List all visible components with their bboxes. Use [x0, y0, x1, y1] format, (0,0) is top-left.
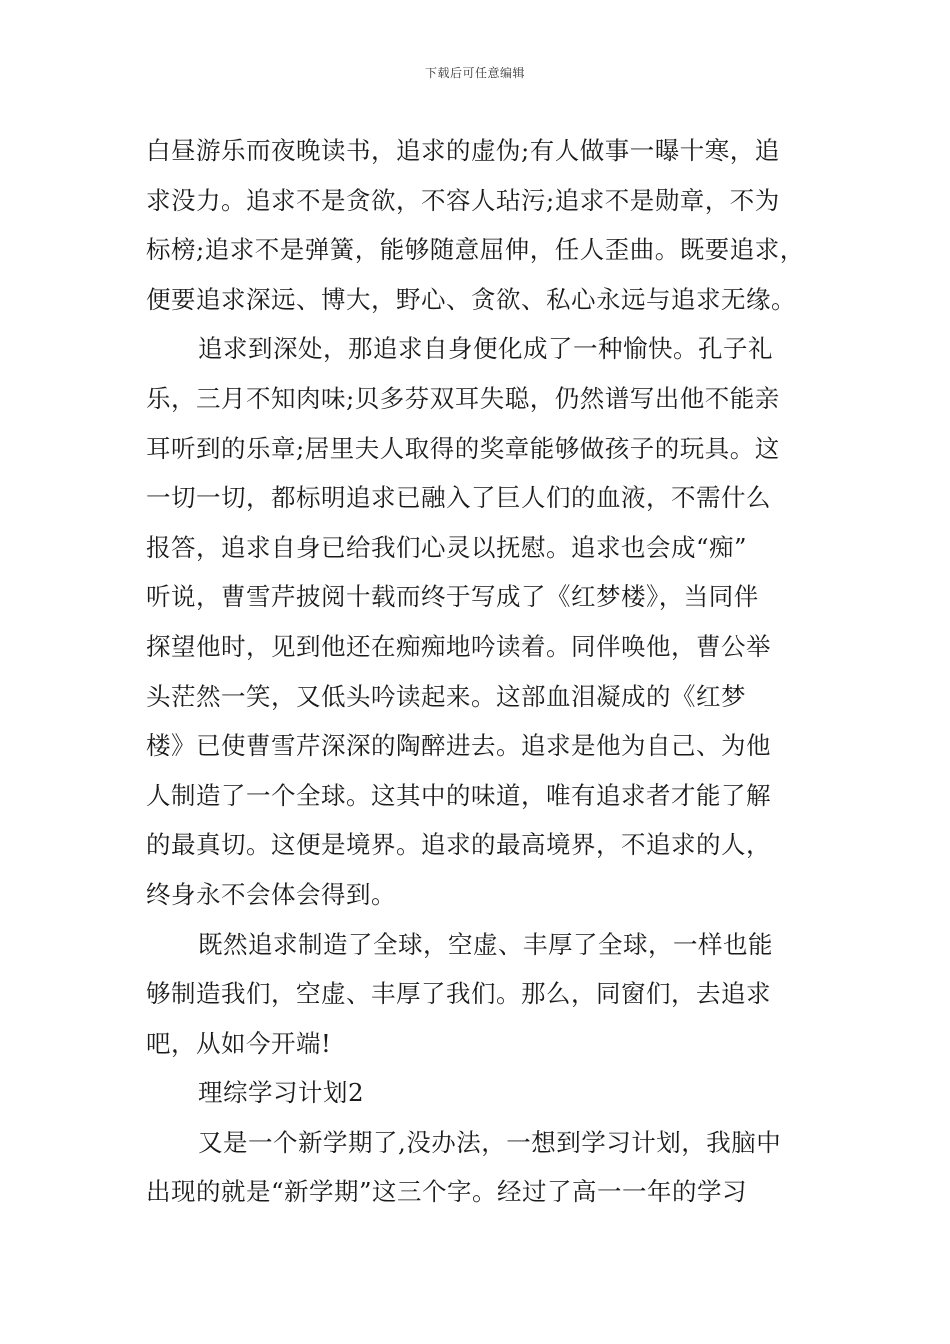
text-line: 终身永不会体会得到。 — [146, 879, 396, 909]
text-line: 追求到深处，那追求自身便化成了一种愉快。孔子礼 — [198, 334, 773, 364]
text-line: 求没力。追求不是贪欲，不容人玷污;追求不是勋章，不为 — [146, 185, 780, 215]
text-line: 白昼游乐而夜晚读书，追求的虚伪;有人做事一曝十寒，追 — [146, 136, 780, 165]
text-line: 耳听到的乐章;居里夫人取得的奖章能够做孩子的玩具。这 — [146, 433, 780, 463]
text-line: 探望他时，见到他还在痴痴地吟读着。同伴唤他，曹公举 — [146, 631, 771, 661]
text-line: 标榜;追求不是弹簧，能够随意屈伸，任人歪曲。既要追求， — [146, 235, 805, 265]
text-line: 够制造我们，空虚、丰厚了我们。那么，同窗们，去追求 — [146, 979, 771, 1009]
text-line: 的最真切。这便是境界。追求的最高境界，不追求的人， — [146, 830, 771, 860]
text-line: 吧，从如今开端! — [146, 1028, 332, 1058]
section-heading: 理综学习计划2 — [198, 1078, 365, 1108]
document-body — [146, 126, 826, 1217]
text-line: 又是一个新学期了,没办法，一想到学习计划，我脑中 — [198, 1127, 782, 1157]
text-line: 报答，追求自身已给我们心灵以抚慰。追求也会成“痴” — [146, 532, 748, 562]
text-line: 便要追求深远、博大，野心、贪欲、私心永远与追求无缘。 — [146, 284, 796, 314]
text-line: 头茫然一笑，又低头吟读起来。这部血泪凝成的《红梦 — [146, 681, 746, 711]
text-line: 乐，三月不知肉味;贝多芬双耳失聪，仍然谱写出他不能亲 — [146, 383, 780, 413]
text-line: 听说，曹雪芹披阅十载而终于写成了《红梦楼》，当同伴 — [146, 582, 759, 612]
text-line: 一切一切，都标明追求已融入了巨人们的血液，不需什么 — [146, 483, 771, 513]
page-header: 下载后可任意编辑 — [424, 66, 525, 80]
text-line: 楼》已使曹雪芹深深的陶醉进去。追求是他为自己、为他 — [146, 731, 771, 761]
text-line: 人制造了一个全球。这其中的味道，唯有追求者才能了解 — [146, 780, 771, 810]
text-line: 出现的就是“新学期”这三个字。经过了高一一年的学习 — [146, 1177, 748, 1207]
text-line: 既然追求制造了全球，空虚、丰厚了全球，一样也能 — [198, 929, 773, 959]
